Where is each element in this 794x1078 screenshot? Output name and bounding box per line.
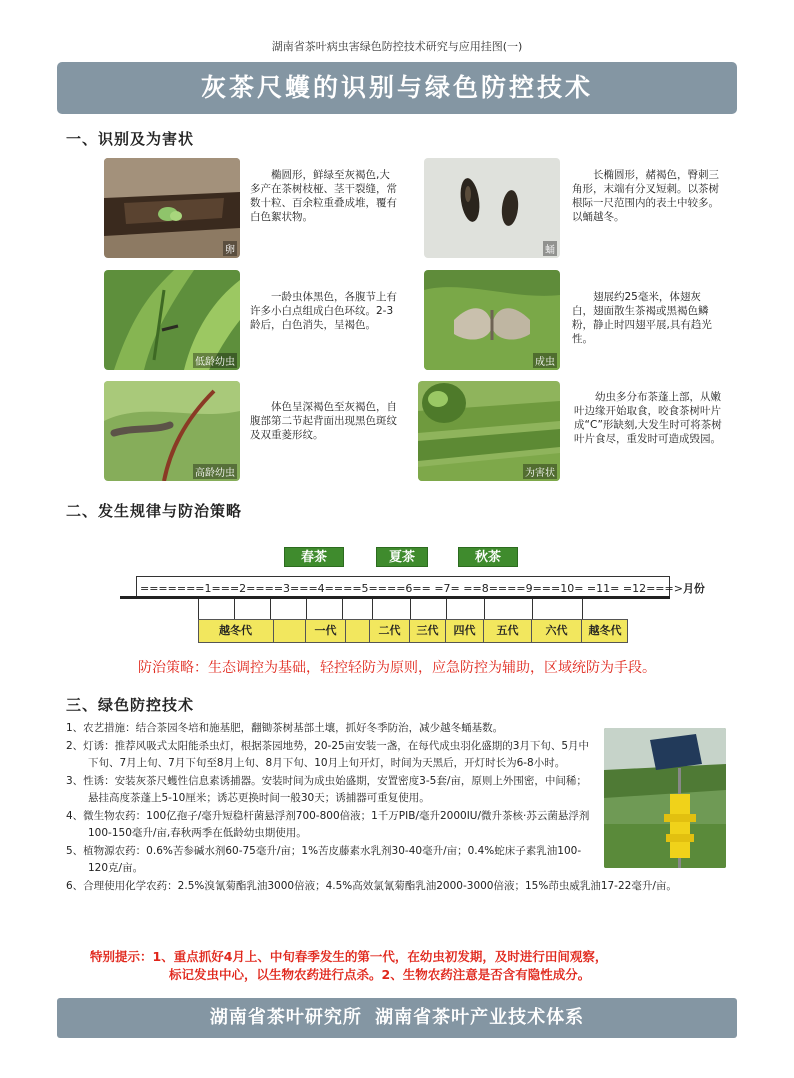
timeline-tick	[532, 599, 533, 619]
special-warning	[90, 948, 770, 984]
poster-series-title: 湖南省茶叶病虫害绿色防控技术研究与应用挂图(一)	[271, 40, 523, 53]
adult-moth-caption: 成虫	[533, 353, 557, 368]
method-botanical: 5、植物源农药：0.6%苦参碱水剂60-75毫升/亩；1%苦皮藤素水乳剂30-40毫升/亩；0.4%蛇床子素乳油100-120克/亩。	[66, 844, 582, 874]
method-chemical: 6、合理使用化学农药：2.5%溴氰菊酯乳油3000倍液；4.5%高效氯氰菊酯乳油2000-3000倍液；15%茚虫威乳油17-22毫升/亩。	[66, 879, 677, 892]
section1-title: 一、识别及为害状	[66, 130, 195, 148]
main-title: 灰茶尺蠖的识别与绿色防控技术	[200, 73, 593, 102]
method-light-trap: 2、灯诱：推荐风吸式太阳能杀虫灯，根据茶园地势，20-25亩安装一盏，在每代成虫羽化盛期的3月下旬、5月中下旬、7月上旬、7月下旬至8月上旬、8月下旬、10月上旬开灯，时间为天黑后，开灯时长为6-8小时。	[66, 739, 590, 769]
egg-photo	[104, 158, 240, 258]
egg-caption: 卵	[223, 241, 237, 256]
damage-description: 幼虫多分布茶蓬上部，从嫩叶边缘开始取食，咬食茶树叶片成“C”形缺刻,大发生时可将茶树叶片食尽，重发时可造成毁园。	[574, 391, 722, 445]
section3-title: 三、绿色防控技术	[66, 696, 195, 714]
old-larva-caption: 高龄幼虫	[193, 464, 237, 479]
timeline-tick	[582, 599, 583, 619]
generation-3: 三代	[410, 619, 446, 643]
old-larva-description: 体色呈深褐色至灰褐色，自腹部第二节起背面出现黑色斑纹及双重菱形纹。	[250, 401, 397, 441]
solar-insect-trap-photo	[604, 728, 726, 868]
pupa-description: 长椭圆形，赭褐色，臀刺三角形，末端有分叉短刺。以茶树根际一尺范围内的表土中较多。以蛹越冬。	[572, 169, 719, 223]
month-scale	[140, 580, 705, 596]
young-larva-caption: 低龄幼虫	[193, 353, 237, 368]
timeline-axis	[120, 596, 670, 599]
adult-moth-description: 翅展约25毫米，体翅灰白，翅面散生茶褐或黑褐色鳞粉，静止时四翅平展,具有趋光性。	[572, 291, 712, 345]
control-methods-list	[66, 720, 677, 895]
month-unit: 月份	[682, 582, 705, 595]
month-scale-text: =======1===2====3===4====5====6== =7= ==8====9===10= =11= =12===>	[140, 582, 683, 595]
footer-organizations: 湖南省茶叶研究所 湖南省茶叶产业技术体系	[209, 1007, 585, 1028]
timeline-tick	[198, 599, 199, 619]
footer-banner	[57, 998, 737, 1038]
adult-moth-photo	[424, 270, 560, 370]
season-autumn-tea: 秋茶	[458, 547, 518, 567]
season-summer-tea: 夏茶	[376, 547, 428, 567]
old-larva-photo	[104, 381, 240, 481]
egg-description: 椭圆形，鲜绿至灰褐色,大多产在茶树枝桠、茎干裂缝，常数十粒、百余粒重叠成堆，覆有白色絮状物。	[250, 169, 397, 223]
warning-line-1: 特别提示：1、重点抓好4月上、中旬春季发生的第一代，在幼虫初发期，及时进行田间观察，	[90, 949, 608, 964]
timeline-tick	[234, 599, 235, 619]
method-microbial: 4、微生物农药：100亿孢子/毫升短稳杆菌悬浮剂700-800倍液；1千万PIB/毫升2000IU/微升茶核·苏云菌悬浮剂100-150毫升/亩,春秋两季在低龄幼虫期使用。	[66, 809, 590, 839]
title-banner	[57, 62, 737, 114]
timeline-tick	[446, 599, 447, 619]
generation-gap	[274, 619, 306, 643]
generation-4: 四代	[446, 619, 484, 643]
control-strategy: 防治策略：生态调控为基础，轻控轻防为原则，应急防控为辅助，区域统防为手段。	[138, 660, 656, 676]
damage-caption: 为害状	[523, 464, 557, 479]
timeline-tick	[372, 599, 373, 619]
generation-2: 二代	[370, 619, 410, 643]
method-agronomic: 1、农艺措施：结合茶园冬培和施基肥，翻锄茶树基部土壤，抓好冬季防治，减少越冬蛹基数。	[66, 722, 504, 734]
generation-overwinter-end: 越冬代	[588, 624, 622, 637]
timeline-tick	[306, 599, 307, 619]
timeline-tick	[410, 599, 411, 619]
generation-5: 五代	[484, 619, 532, 643]
pupa-caption: 蛹	[543, 241, 557, 256]
section2-title: 二、发生规律与防治策略	[66, 502, 243, 520]
young-larva-description: 一龄虫体黑色，各腹节上有许多小白点组成白色环纹。2-3龄后，白色消失，呈褐色。	[250, 291, 397, 331]
warning-line-2: 标记发虫中心，以生物农药进行点杀。2、生物农药注意是否含有隐性成分。	[169, 967, 591, 982]
generation-overwinter-start: 越冬代	[198, 619, 274, 643]
method-pheromone: 3、性诱：安装灰茶尺蠖性信息素诱捕器。安装时间为成虫始盛期，安置密度3-5套/亩，原则上外围密，中间稀；悬挂高度茶蓬上5-10厘米；诱芯更换时间一般30天；诱捕器可重复使用。	[66, 774, 587, 804]
generation-6: 六代	[532, 619, 582, 643]
season-spring-tea: 春茶	[284, 547, 344, 567]
generation-1: 一代	[306, 619, 346, 643]
timeline-tick	[342, 599, 343, 619]
young-larva-photo	[104, 270, 240, 370]
pupa-photo	[424, 158, 560, 258]
timeline-tick	[484, 599, 485, 619]
generation-gap	[346, 619, 370, 643]
timeline-tick	[270, 599, 271, 619]
damage-photo	[418, 381, 560, 481]
